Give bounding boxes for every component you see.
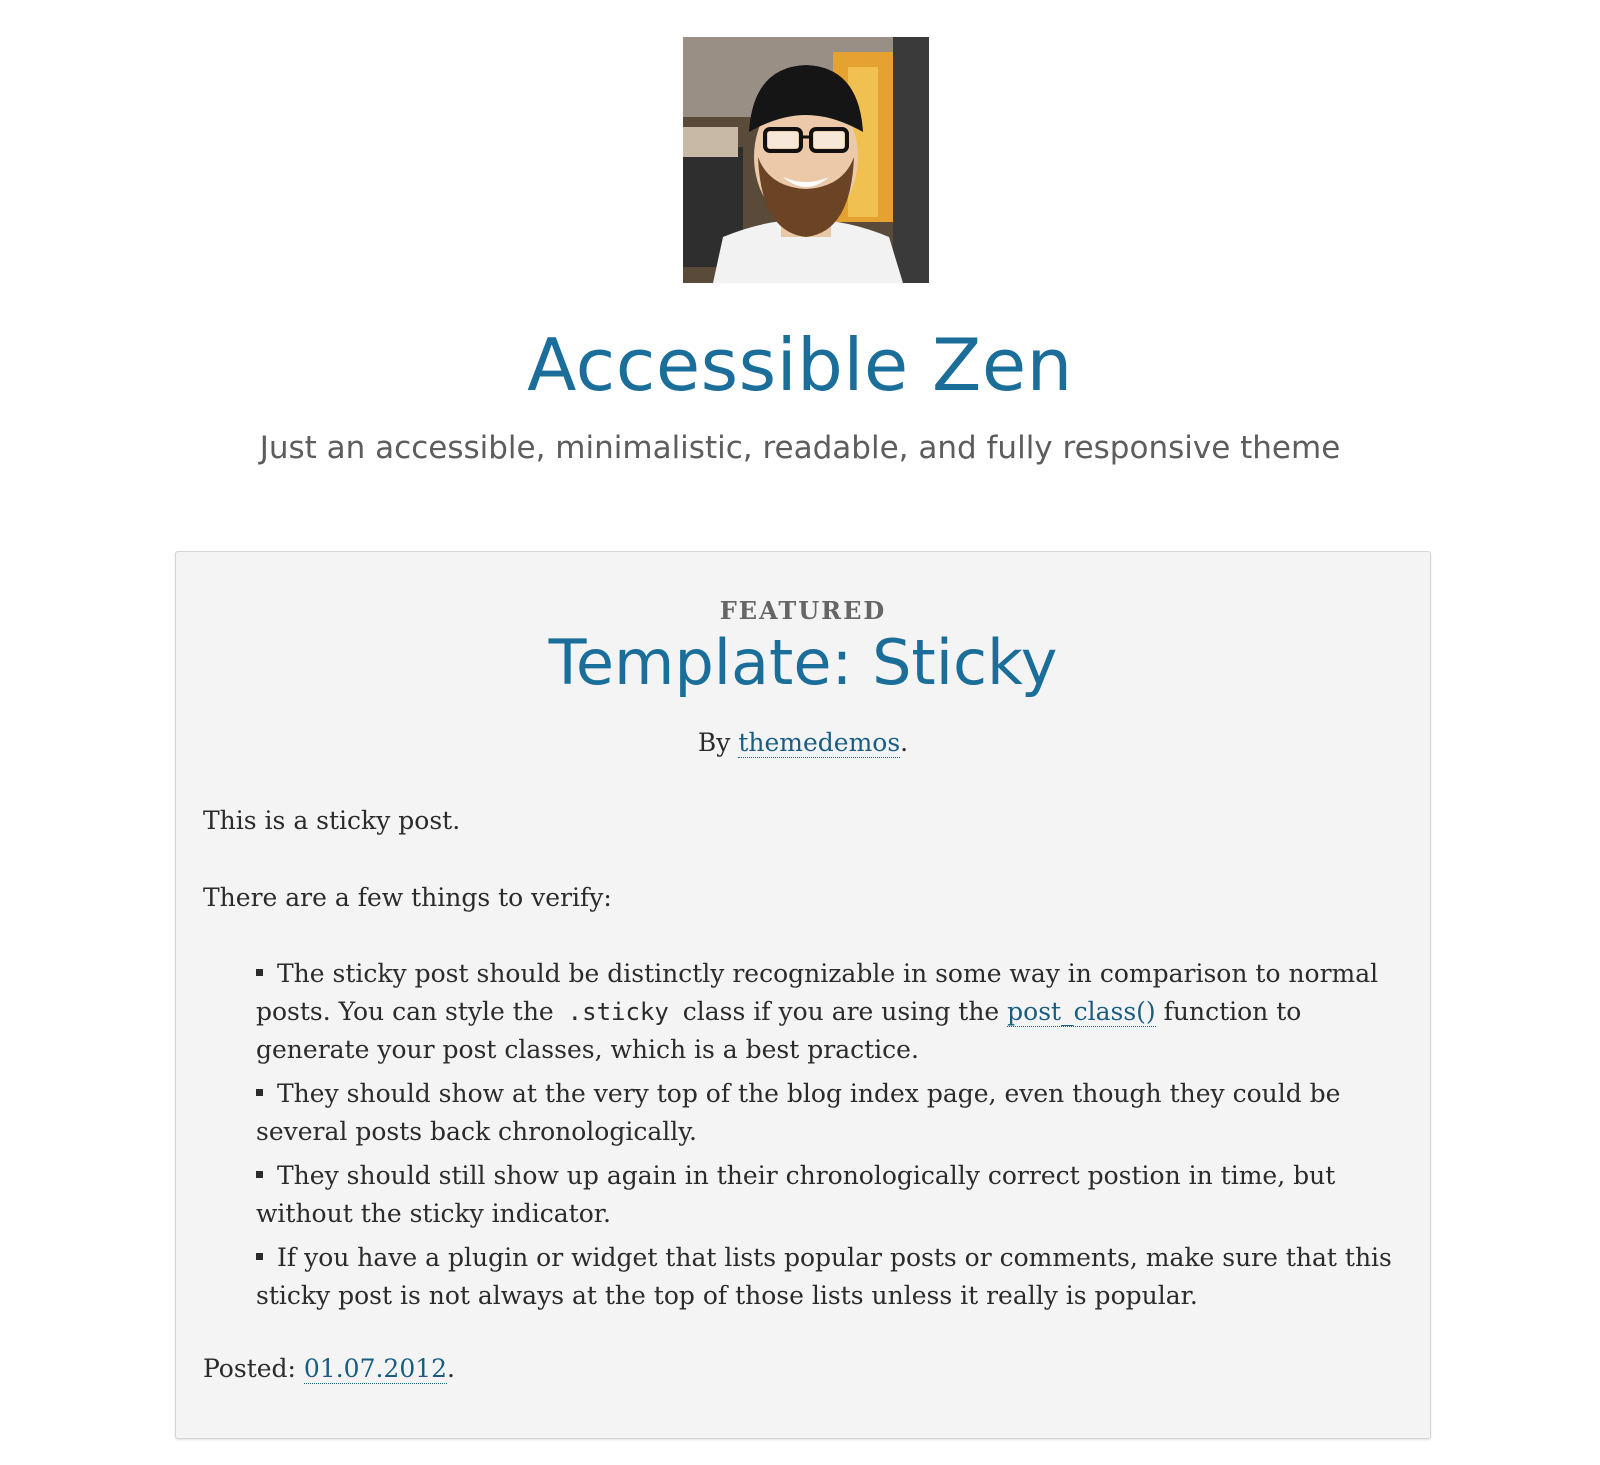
- sticky-post: [175, 551, 1431, 1439]
- post-title[interactable]: Template: Sticky: [548, 626, 1058, 699]
- avatar-photo-icon: [683, 37, 929, 283]
- list-item-text: The sticky post should be distinctly recognizable in some way in comparison to normal posts. You can style the: [256, 959, 1379, 1026]
- list-item-text: function to generate your post classes, which is a best practice.: [256, 997, 1302, 1064]
- paragraph-intro: This is a sticky post.: [203, 806, 461, 835]
- author-link[interactable]: themedemos: [738, 728, 901, 757]
- list-item: [256, 1157, 1406, 1233]
- site-tagline: Just an accessible, minimalistic, readable, and fully responsive theme: [259, 430, 1341, 466]
- byline-suffix: .: [900, 728, 909, 757]
- avatar[interactable]: [683, 37, 929, 283]
- posted-meta: [203, 1350, 455, 1388]
- list-item-text: They should show at the very top of the blog index page, even though they could be several posts back chronologically.: [256, 1079, 1341, 1146]
- verification-list: [256, 955, 1406, 1321]
- post-class-link[interactable]: post_class(): [1007, 997, 1156, 1026]
- bullet-icon: [256, 1171, 263, 1178]
- list-item: [256, 1239, 1406, 1315]
- featured-label: FEATURED: [719, 596, 887, 625]
- bullet-icon: [256, 969, 263, 976]
- byline-prefix: By: [697, 728, 739, 757]
- list-item-text: If you have a plugin or widget that lists popular posts or comments, make sure that this sticky post is not always at the top of those lists unless it really is popular.: [256, 1243, 1392, 1310]
- list-item-text: class if you are using the: [674, 997, 1008, 1026]
- list-item: [256, 955, 1406, 1069]
- posted-prefix: Posted:: [203, 1354, 304, 1383]
- posted-date-link[interactable]: 01.07.2012: [303, 1354, 448, 1383]
- bullet-icon: [256, 1089, 263, 1096]
- sticky-class-code: .sticky: [567, 998, 669, 1026]
- bullet-icon: [256, 1253, 263, 1260]
- posted-suffix: .: [447, 1354, 455, 1383]
- paragraph-verify: There are a few things to verify:: [203, 883, 612, 912]
- list-item: [256, 1075, 1406, 1151]
- byline: [176, 728, 1430, 757]
- list-item-text: They should still show up again in their chronologically correct postion in time, but without the sticky indicator.: [256, 1161, 1336, 1228]
- site-title[interactable]: Accessible Zen: [527, 323, 1073, 407]
